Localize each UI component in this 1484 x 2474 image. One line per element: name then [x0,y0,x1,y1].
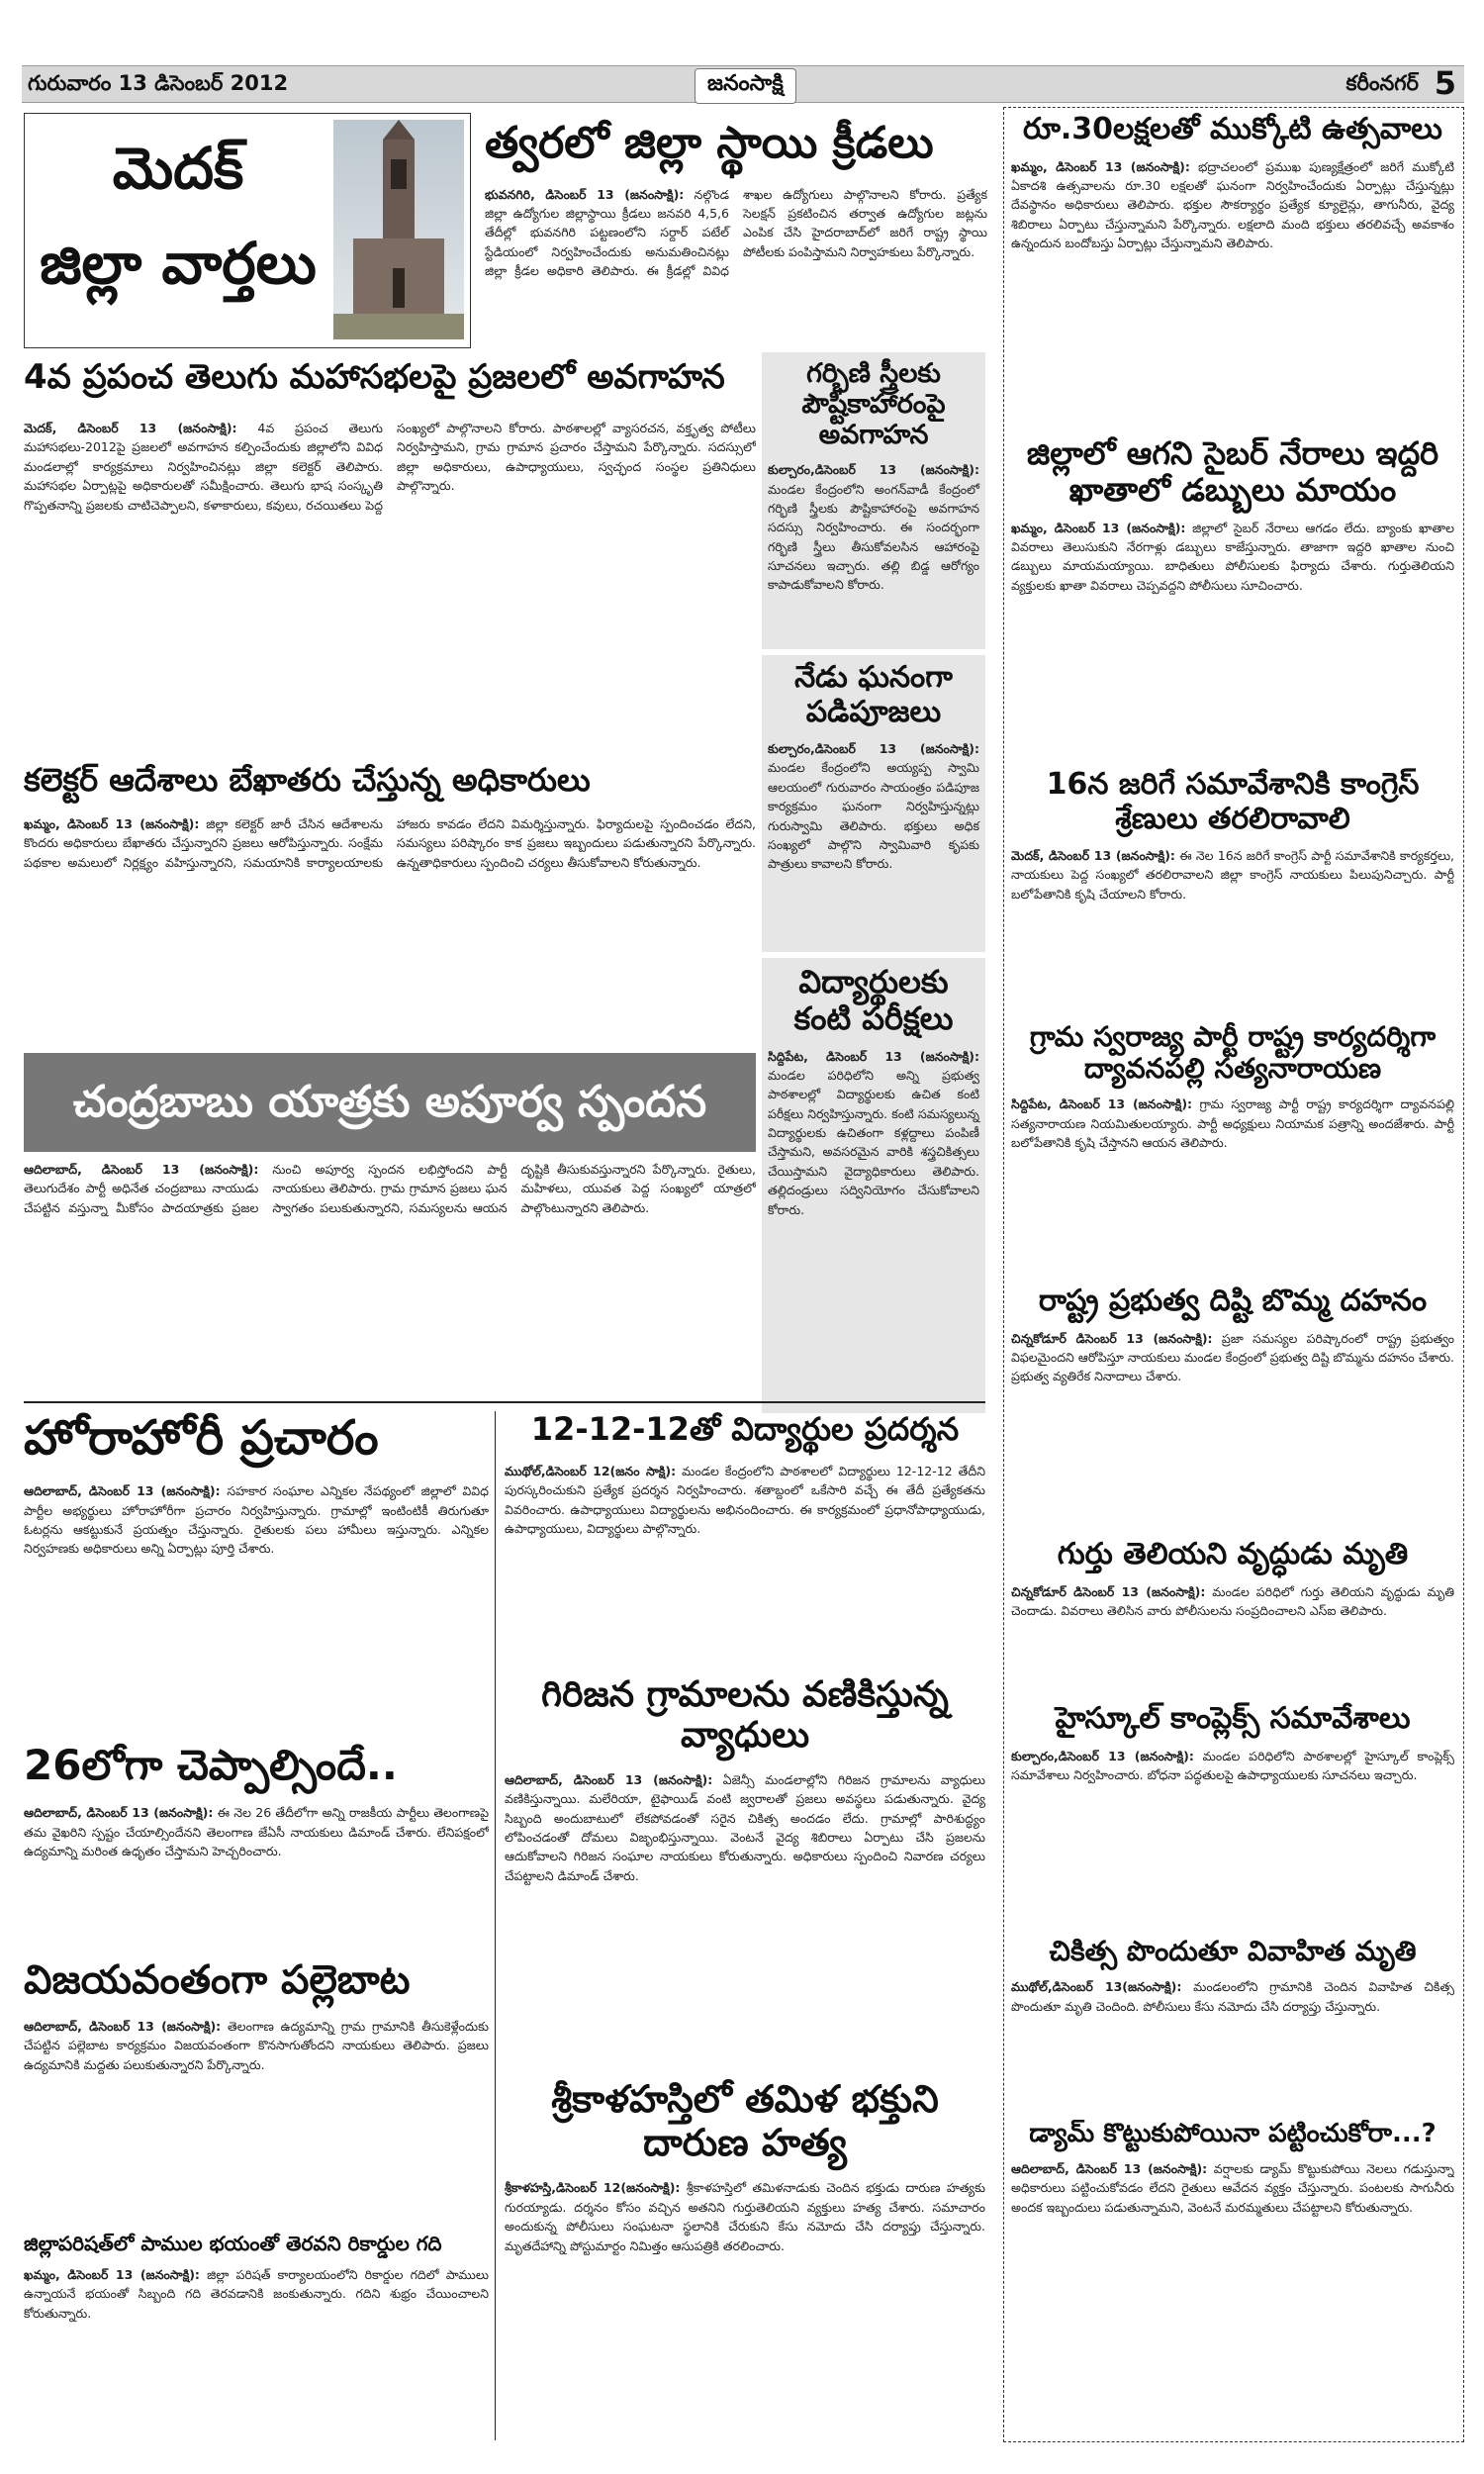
article-dam [1011,2120,1454,2434]
section-masthead [24,113,471,348]
headline: డ్యామ్ కొట్టుకుపోయినా పట్టించుకోరా...? [1029,2120,1437,2148]
article-body: ఏజెన్సీ మండలాల్లోని గిరిజన గ్రామాలను వ్యాధులు వణికిస్తున్నాయి. మలేరియా, టైఫాయిడ్ వంటి జ్వరాలతో ప్రజలు అవస్థలు పడుతున్నారు. వైద్య సిబ్బంది అందుబాటులో లేకపోవడంతో సరైన చికిత్స అందడం లేదు. గ్రామాల్లో పారిశుద్ధ్యం లోపించడంతో దోమలు విజృంభిస్తున్నాయి. వెంటనే వైద్య శిబిరాలు ఏర్పాటు చేసి ప్రజలను ఆదుకోవాలని గిరిజన సంఘాల నాయకులు కోరుతున్నారు. అధికారులు స్పందించి నివారణ చర్యలు చేపట్టాలని డిమాండ్ చేశారు. [505,1771,985,1883]
dateline: ఆదిలాబాద్, డిసెంబర్ 13 (జనంసాక్షి): [24,2019,222,2034]
article-congress-meeting [1011,768,1454,1015]
article-body: మండల పరిధిలోని పాఠశాలల్లో హైస్కూల్ కాంప్లెక్స్ సమావేశాలు నిర్వహించారు. బోధనా పద్ధతులపై ఉపాధ్యాయులకు సూచనలు ఇచ్చారు. [1011,1748,1454,1782]
header-city: కరీంనగర్ [1345,71,1419,95]
article-murder [505,2078,985,2440]
article-old-man-death [1011,1538,1454,1696]
dateline: ముథోల్,డిసెంబర్ 12(జనం సాక్షి): [505,1463,677,1478]
article-pregnant-nutrition [762,352,985,649]
article-body: ఈ నెల 16న జరిగే కాంగ్రెస్ పార్టీ సమావేశానికి కార్యకర్తలు, నాయకులు పెద్ద సంఖ్యలో తరలిరావాలని జిల్లా కాంగ్రెస్ నాయకులు పిలుపునిచ్చారు. పార్టీ బలోపేతానికి కృషి చేయాలని కోరారు. [1011,848,1454,902]
headline: జిల్లాపరిషత్‌లో పాముల భయంతో తెరవని రికార్డుల గది [24,2233,442,2255]
dateline: మెదక్, డిసెంబర్ 13 (జనంసాక్షి): [1011,848,1175,863]
article-cyber-crimes [1011,435,1454,762]
article-body: గ్రామ స్వరాజ్య పార్టీ రాష్ట్ర కార్యదర్శిగా ద్యావనపల్లి సత్యనారాయణ నియమితులయ్యారు. పార్టీ అధ్యక్షులు నియామక పత్రాన్ని అందజేశారు. పార్టీ బలోపేతానికి కృషి చేస్తానని ఆయన తెలిపారు. [1011,1096,1454,1151]
article-collector-orders [24,762,756,1049]
article-body: ప్రజా సమస్యల పరిష్కారంలో రాష్ట్ర ప్రభుత్వం విఫలమైందని ఆరోపిస్తూ నాయకులు మండల కేంద్రంలో ప్రభుత్వ దిష్టి బొమ్మను దహనం చేశారు. ప్రభుత్వ వ్యతిరేక నినాదాలు చేశారు. [1011,1330,1454,1384]
dateline: సిద్దిపేట, డిసెంబర్ 13 (జనంసాక్షి): [768,1048,979,1064]
article-pallebata [24,1957,489,2225]
headline: విద్యార్థులకు కంటి పరీక్షలు [793,963,954,1037]
headline: గిరిజన గ్రామాలను వణికిస్తున్న వ్యాధులు [541,1674,949,1757]
page-number: 5 [1434,64,1456,102]
article-deadline [24,1742,489,1950]
article-snake-records [24,2233,489,2440]
article-grama-swarajya [1011,1021,1454,1279]
dateline: ఆదిలాబాద్, డిసెంబర్ 13 (జనంసాక్షి): [24,1483,221,1499]
dateline: చిన్నకోడూర్ డిసెంబర్ 13 (జనంసాక్షి): [1011,1330,1213,1346]
dateline: ఆదిలాబాద్, డిసెంబర్ 13 (జనంసాక్షి): [24,1162,259,1177]
article-students-eye-test [762,958,985,1413]
church-tower-icon [333,120,464,339]
header-date: గురువారం 13 డిసెంబర్ 2012 [28,71,289,95]
masthead-title-line2: జిల్లా వార్తలు [40,230,317,297]
article-effigy [1011,1285,1454,1532]
article-tribal-diseases [505,1674,985,2070]
article-mukkoti-festival [1011,113,1454,429]
article-sports [485,119,987,346]
article-body: మండల కేంద్రంలోని అయ్యప్ప స్వామి ఆలయంలో గురువారం సాయంత్రం పడిపూజ కార్యక్రమం ఘనంగా నిర్వహిస్తున్నట్లు గురుస్వామి తెలిపారు. భక్తులు అధిక సంఖ్యలో పాల్గొని స్వామివారి కృపకు పాత్రులు కావాలని కోరారు. [768,760,979,872]
article-body: జిల్లా పరిషత్ కార్యాలయంలోని రికార్డుల గదిలో పాములు ఉన్నాయనే భయంతో సిబ్బంది గది తెరవడానికి జంకుతున్నారు. గదిని శుభ్రం చేయించాలని కోరుతున్నారు. [24,2267,489,2321]
dateline: సిద్దిపేట, డిసెంబర్ 13 (జనంసాక్షి): [1011,1096,1193,1112]
article-body: 4వ ప్రపంచ తెలుగు మహాసభలు-2012పై ప్రజలలో అవగాహన కల్పించేందుకు జిల్లాలోని వివిధ మండలాల్లో కార్యక్రమాలు నిర్వహించినట్లు జిల్లా కలెక్టర్ తెలిపారు. మహాసభల ఏర్పాట్లపై అధికారులతో సమీక్షించారు. తెలుగు భాష సంస్కృతి గొప్పతనాన్ని ప్రజలకు చాటిచెప్పాలని, కళాకారులు, కవులు, రచయితలు పెద్ద సంఖ్యలో పాల్గొనాలని కోరారు. పాఠశాలల్లో వ్యాసరచన, వక్తృత్వ పోటీలు నిర్వహిస్తామని, గ్రామ గ్రామాన ప్రచారం చేస్తామని పేర్కొన్నారు. సదస్సులో జిల్లా అధికారులు, ఉపాధ్యాయులు, స్వచ్ఛంద సంస్థల ప్రతినిధులు పాల్గొన్నారు. [24,421,756,513]
headline: గ్రామ స్వరాజ్య పార్టీ రాష్ట్ర కార్యదర్శిగా ద్యావనపల్లి సత్యనారాయణ [1029,1021,1437,1086]
article-exhibition [505,1411,985,1668]
headline: చికిత్స పొందుతూ వివాహిత మృతి [1049,1936,1417,1967]
headline: 16న జరిగే సమావేశానికి కాంగ్రెస్ శ్రేణులు తరలిరావాలి [1046,768,1420,836]
masthead-title-line1: మెదక్ [112,135,244,202]
dateline: చిన్నకోడూర్ డిసెంబర్ 13 (జనంసాక్షి): [1011,1583,1206,1599]
headline: హోరాహోరీ ప్రచారం [24,1411,379,1466]
dateline: ఖమ్మం, డిసెంబర్ 13 (జనంసాక్షి): [1011,520,1186,535]
dateline: కుల్చారం,డిసెంబర్ 13 (జనంసాక్షి): [768,741,979,756]
article-chandrababu [24,1160,756,1387]
dateline: శ్రీకాళహస్తి,డిసెంబర్ 12(జనంసాక్షి): [505,2180,681,2196]
headline: హైస్కూల్ కాంప్లెక్స్ సమావేశాలు [1055,1702,1411,1736]
article-campaign [24,1411,489,1738]
newspaper-logo: జనంసాక్షి [695,68,796,104]
headline: రూ.30లక్షలతో ముక్కోటి ఉత్సవాలు [1023,113,1442,146]
headline: కలెక్టర్ ఆదేశాలు బేఖాతరు చేస్తున్న అధికారులు [24,762,591,799]
headline: 4వ ప్రపంచ తెలుగు మహాసభలపై ప్రజలలో అవగాహన [24,358,725,397]
article-body: ఈ నెల 26 తేదీలోగా అన్ని రాజకీయ పార్టీలు తెలంగాణపై తమ వైఖరిని స్పష్టం చేయాల్సిందేనని తెలంగాణ జేఏసీ నాయకులు డిమాండ్ చేశారు. లేనిపక్షంలో ఉద్యమాన్ని మరింత ఉధృతం చేస్తామని హెచ్చరించారు. [24,1805,489,1859]
article-treatment-death [1011,1936,1454,2114]
church-photo [333,120,464,339]
dateline: ఖమ్మం, డిసెంబర్ 13 (జనంసాక్షి): [24,2267,200,2282]
article-body: మండల పరిధిలో గుర్తు తెలియని వృద్ధుడు మృతి చెందాడు. వివరాలు తెలిసిన వారు పోలీసులను సంప్రదించాలని ఎస్ఐ తెలిపారు. [1011,1583,1454,1618]
headline: విజయవంతంగా పల్లెబాట [24,1957,411,2003]
article-body: శ్రీకాళహస్తిలో తమిళనాడుకు చెందిన భక్తుడు దారుణ హత్యకు గురయ్యాడు. దర్శనం కోసం వచ్చిన అతనిని గుర్తుతెలియని వ్యక్తులు హత్య చేశారు. సమాచారం అందుకున్న పోలీసులు సంఘటనా స్థలానికి చేరుకుని కేసు నమోదు చేసి దర్యాప్తు చేస్తున్నారు. మృతదేహాన్ని పోస్టుమార్టం నిమిత్తం ఆసుపత్రికి తరలించారు. [505,2180,985,2253]
headline: చంద్రబాబు యాత్రకు అపూర్వ స్పందన [72,1077,707,1127]
article-telugu-conference [24,358,756,754]
banner-chandrababu [24,1053,756,1152]
article-body: మండల పరిధిలోని అన్ని ప్రభుత్వ పాఠశాలల్లో విద్యార్థులకు ఉచిత కంటి పరీక్షలు నిర్వహిస్తున్నారు. కంటి సమస్యలున్న విద్యార్థులకు ఉచితంగా కళ్లద్దాలు పంపిణీ చేస్తామని, అవసరమైన వారికి శస్త్రచికిత్సలు చేయిస్తామని వైద్యాధికారులు తెలిపారు. తల్లిదండ్రులు సద్వినియోగం చేసుకోవాలని కోరారు. [768,1067,979,1217]
article-body: నల్గొండ జిల్లా ఉద్యోగుల జిల్లాస్థాయి క్రీడలు జనవరి 4,5,6 తేదీల్లో భువనగిరి పట్టణంలోని సర్దార్ పటేల్ స్టేడియంలో నిర్వహించేందుకు అనుమతించినట్లు జిల్లా క్రీడల అధికారి తెలిపారు. ఈ క్రీడల్లో వివిధ శాఖల ఉద్యోగులు పాల్గొనాలని కోరారు. ప్రత్యేక సెలక్షన్ ప్రకటించిన తర్వాత ఉద్యోగుల జట్లను ఎంపిక చేసి హైదరాబాద్‌లో జరిగే రాష్ట్ర స్థాయి పోటీలకు పంపిస్తామని నిర్వాహకులు పేర్కొన్నారు. [485,186,987,279]
headline: గర్భిణి స్త్రీలకు పౌష్టికాహారంపై అవగాహన [801,358,946,451]
article-body: జిల్లాలో సైబర్ నేరాలు ఆగడం లేదు. బ్యాంకు ఖాతాల వివరాలు తెలుసుకుని నేరగాళ్లు డబ్బులు కాజేస్తున్నారు. తాజాగా ఇద్దరి ఖాతాల నుంచి డబ్బులు మాయమయ్యాయి. బాధితులు పోలీసులకు ఫిర్యాదు చేశారు. గుర్తుతెలియని వ్యక్తులకు ఖాతా వివరాలు చెప్పవద్దని పోలీసులు సూచించారు. [1011,520,1454,593]
headline: త్వరలో జిల్లా స్థాయి క్రీడలు [485,119,934,168]
headline: జిల్లాలో ఆగని సైబర్ నేరాలు ఇద్దరి ఖాతాలో డబ్బులు మాయం [1026,435,1439,509]
article-body: తెలుగుదేశం పార్టీ అధినేత చంద్రబాబు నాయుడు చేపట్టిన వస్తున్నా మీకోసం పాదయాత్రకు ప్రజల నుంచి అపూర్వ స్పందన లభిస్తోందని పార్టీ నాయకులు తెలిపారు. గ్రామ గ్రామాన ప్రజలు ఘన స్వాగతం పలుకుతున్నారని, సమస్యలను ఆయన దృష్టికి తీసుకువస్తున్నారని పేర్కొన్నారు. రైతులు, మహిళలు, యువత పెద్ద సంఖ్యలో యాత్రలో పాల్గొంటున్నారని తెలిపారు. [24,1162,756,1215]
dateline: కుల్చారం,డిసెంబర్ 13 (జనంసాక్షి): [1011,1748,1194,1763]
page-header [22,65,1464,103]
column-divider [495,1411,496,2440]
article-highschool-complex [1011,1702,1454,1930]
article-padipooja [762,655,985,952]
dateline: కుల్చారం,డిసెంబర్ 13 (జనంసాక్షి): [768,462,979,478]
dateline: మెదక్, డిసెంబర్ 13 (జనంసాక్షి): [24,421,237,436]
article-body: మండల కేంద్రంలోని పాఠశాలలో విద్యార్థులు 12-12-12 తేదీని పురస్కరించుకుని ప్రత్యేక ప్రదర్శన నిర్వహించారు. శతాబ్దంలో ఒకేసారి వచ్చే ఈ తేదీ ప్రత్యేకతను వివరించారు. ఉపాధ్యాయులు విద్యార్థులను అభినందించారు. ఈ కార్యక్రమంలో ప్రధానోపాధ్యాయుడు, ఉపాధ్యాయులు, విద్యార్థులు పాల్గొన్నారు. [505,1463,985,1536]
divider [24,1401,985,1403]
dateline: ఆదిలాబాద్, డిసెంబర్ 13 (జనంసాక్షి): [1011,2160,1208,2176]
dateline: ముథోల్,డిసెంబర్ 13(జనంసాక్షి): [1011,1979,1182,1995]
dateline: ఆదిలాబాద్, డిసెంబర్ 13 (జనంసాక్షి): [505,1771,713,1787]
dateline: భువనగిరి, డిసెంబర్ 13 (జనంసాక్షి): [485,186,685,202]
article-body: భద్రాచలంలో ప్రముఖ పుణ్యక్షేత్రంలో జరిగే ముక్కోటి ఏకాదశి ఉత్సవాలను రూ.30 లక్షలతో ఘనంగా నిర్వహించేందుకు ఏర్పాట్లు చేస్తున్నట్లు దేవస్థానం అధికారులు తెలిపారు. భక్తుల సౌకర్యార్థం ప్రత్యేక క్యూలైన్లు, తాగునీరు, వైద్య శిబిరాలు ఏర్పాటు చేస్తున్నామని పేర్కొన్నారు. లక్షలాది మంది భక్తులు తరలివచ్చే అవకాశం ఉన్నందున బందోబస్తు ఏర్పాట్లు చేస్తున్నామని తెలిపారు. [1011,158,1454,250]
article-body: తెలంగాణ ఉద్యమాన్ని గ్రామ గ్రామానికి తీసుకెళ్లేందుకు చేపట్టిన పల్లెబాట కార్యక్రమం విజయవంతంగా కొనసాగుతోందని నాయకులు తెలిపారు. ప్రజలు ఉద్యమానికి మద్దతు పలుకుతున్నారని పేర్కొన్నారు. [24,2019,489,2072]
article-body: మండల కేంద్రంలోని అంగన్‌వాడీ కేంద్రంలో గర్భిణి స్త్రీలకు పౌష్టికాహారంపై అవగాహన సదస్సు నిర్వహించారు. ఈ సందర్భంగా గర్భిణి స్త్రీలు తీసుకోవలసిన ఆహారంపై సూచనలు ఇచ్చారు. తల్లి బిడ్డ ఆరోగ్యం కాపాడుకోవాలని కోరారు. [768,481,979,593]
headline: 26లోగా చెప్పాల్సిందే.. [24,1742,398,1789]
article-body: మండలంలోని గ్రామానికి చెందిన వివాహిత చికిత్స పొందుతూ మృతి చెందింది. పోలీసులు కేసు నమోదు చేసి దర్యాప్తు చేస్తున్నారు. [1011,1979,1454,2014]
headline: నేడు ఘనంగా పడిపూజలు [794,660,953,729]
article-body: వర్షాలకు డ్యామ్ కొట్టుకుపోయి నెలలు గడుస్తున్నా అధికారులు పట్టించుకోవడం లేదని రైతులు ఆవేదన వ్యక్తం చేస్తున్నారు. పంటలకు సాగునీరు అందక ఇబ్బందులు పడుతున్నామని, వెంటనే మరమ్మతులు చేపట్టాలని కోరుతున్నారు. [1011,2160,1454,2215]
headline: శ్రీకాళహస్తిలో తమిళ భక్తుని దారుణ హత్య [551,2078,939,2164]
headline: 12-12-12తో విద్యార్థుల ప్రదర్శన [530,1411,960,1448]
dateline: ఆదిలాబాద్, డిసెంబర్ 13 (జనంసాక్షి): [24,1805,214,1821]
article-body: జిల్లా కలెక్టర్ జారీ చేసిన ఆదేశాలను కొందరు అధికారులు బేఖాతరు చేస్తున్నారని ప్రజలు ఆరోపిస్తున్నారు. సంక్షేమ పథకాల అమలులో నిర్లక్ష్యం వహిస్తున్నారని, సమయానికి కార్యాలయాలకు హాజరు కావడం లేదని విమర్శిస్తున్నారు. ఫిర్యాదులపై స్పందించడం లేదని, సమస్యలు పరిష్కారం కాక ప్రజలు ఇబ్బందులు పడుతున్నారని పేర్కొన్నారు. ఉన్నతాధికారులు స్పందించి చర్యలు తీసుకోవాలని కోరుతున్నారు. [24,815,756,870]
dateline: ఖమ్మం, డిసెంబర్ 13 (జనంసాక్షి): [1011,158,1190,174]
dateline: ఖమ్మం, డిసెంబర్ 13 (జనంసాక్షి): [24,815,200,831]
headline: గుర్తు తెలియని వృద్ధుడు మృతి [1057,1538,1409,1571]
headline: రాష్ట్ర ప్రభుత్వ దిష్టి బొమ్మ దహనం [1038,1285,1428,1318]
article-body: సహకార సంఘాల ఎన్నికల నేపథ్యంలో జిల్లాలో వివిధ పార్టీల అభ్యర్థులు హోరాహోరీగా ప్రచారం నిర్వహిస్తున్నారు. గ్రామాల్లో ఇంటింటికీ తిరుగుతూ ఓటర్లను ఆకట్టుకునే ప్రయత్నం చేస్తున్నారు. రైతులకు పలు హామీలు ఇస్తున్నారు. ఎన్నికల నిర్వహణకు అధికారులు అన్ని ఏర్పాట్లు పూర్తి చేశారు. [24,1483,489,1557]
